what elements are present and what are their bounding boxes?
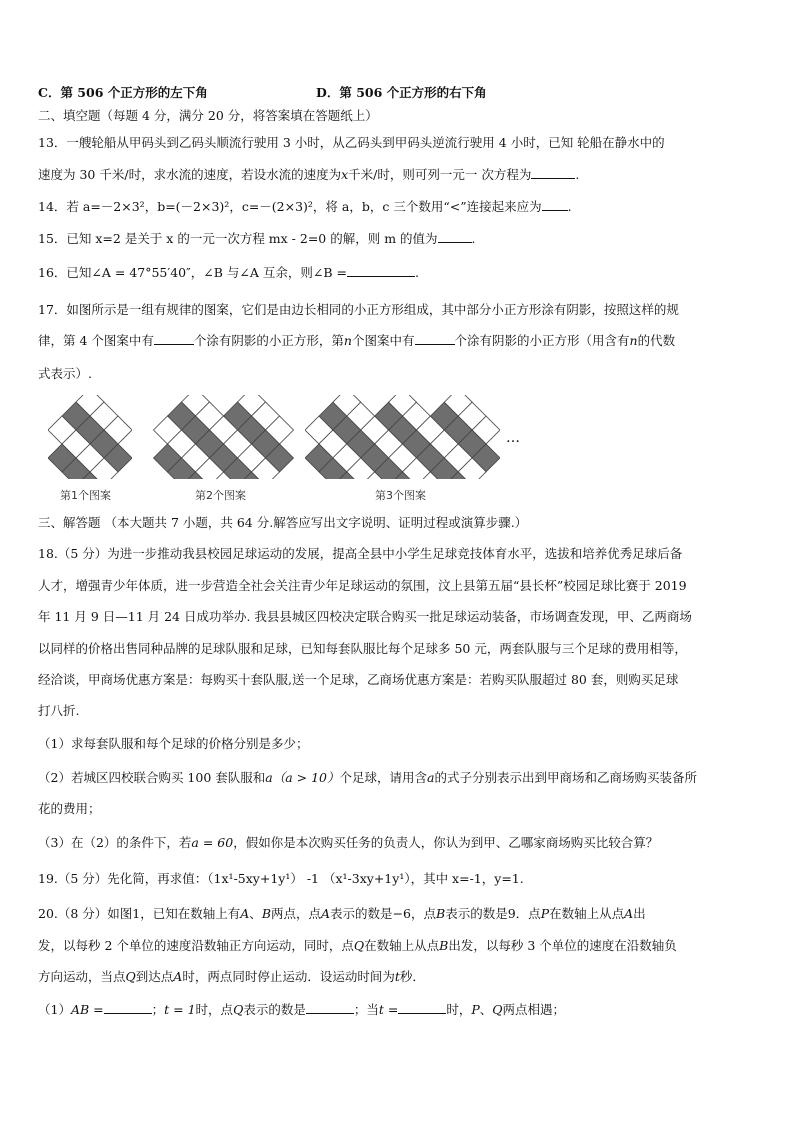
q20-t13: 到达点 (135, 969, 174, 984)
q20-t6: ．点 (515, 906, 541, 921)
q20-blank-ab (104, 1002, 152, 1014)
option-c: C．第 506 个正方形的左下角 (38, 85, 208, 100)
q18-p2-text-c: 的式子分别表示出到甲商场和乙商场购买装备所 (434, 770, 697, 785)
caption-3: 第3个图案 (375, 489, 426, 502)
q20-t8: 出 (633, 906, 646, 921)
q20-t-eq: t = (378, 1002, 399, 1017)
q18-p2-math: a（a > 10） (265, 770, 340, 785)
q20-B: B (261, 906, 271, 921)
option-d: D．第 506 个正方形的右下角 (316, 85, 487, 100)
q16-line (38, 265, 758, 281)
q13-var: x (341, 167, 349, 182)
q20-p1-label: （1） (38, 1002, 71, 1017)
q20-sep: 、 (249, 906, 262, 921)
q16-answer-blank (347, 265, 415, 277)
q20-p1-c: 时，点 (195, 1002, 234, 1017)
q17-var-n2: n (629, 333, 638, 348)
q20-p1-f: 时， (446, 1002, 472, 1017)
q20-line2 (38, 938, 758, 954)
q20-t1: 20.（8 分）如图1，已知在数轴上有 (38, 906, 241, 921)
q17-text-a: 律，第 4 个图案中有 (38, 333, 154, 348)
q13-line1: 13．一艘轮船从甲码头到乙码头顺流行驶用 3 小时，从乙码头到甲码头逆流行驶用 4 小时，已知 轮船在静水中的 (38, 135, 665, 150)
q18-p2-var: a (427, 770, 435, 785)
q20-sep2: 、 (479, 1002, 493, 1017)
q20-t10: 在数轴上从点 (364, 938, 440, 953)
q20-t3: 表示的数是 (330, 906, 393, 921)
q15-answer-blank (438, 231, 472, 243)
q17-blank-1 (154, 333, 194, 345)
q20-P2: P (471, 1002, 480, 1017)
q16-end: . (415, 265, 419, 280)
q15-text: 15．已知 x=2 是关于 x 的一元一次方程 mx - 2=0 的解，则 m 的值为 (38, 231, 438, 246)
q18-part2 (38, 770, 758, 786)
q20-part1 (38, 1002, 758, 1018)
q20-t14: 时，两点同时停止运动．设运动时间为 (182, 969, 395, 984)
q18-line5: 经洽谈，甲商场优惠方案是：每购买十套队服,送一个足球，乙商场优惠方案是：若购买队服超过 80 套，则购买足球 (38, 672, 679, 687)
q20-B2: B (436, 906, 446, 921)
q20-P: P (540, 906, 550, 921)
q20-Q: Q (353, 938, 365, 953)
q20-line3 (38, 969, 758, 985)
q20-A3: A (624, 906, 634, 921)
q18-p2-text-a: （2）若城区四校联合购买 100 套队服和 (38, 770, 266, 785)
q20-p1-sep: ； (151, 1002, 165, 1017)
q20-p1-e: ；当 (353, 1002, 379, 1017)
q20-blank-t (398, 1002, 446, 1014)
q20-nine: 9 (507, 906, 516, 921)
q13-text-b: 千米/时，则可列一元一 次方程为 (348, 167, 532, 182)
q20-t-var: t (394, 969, 400, 984)
q20-A: A (240, 906, 250, 921)
q20-p1-d: 表示的数是 (243, 1002, 306, 1017)
q20-B3: B (439, 938, 449, 953)
q18-line2: 人才，增强青少年体质，进一步营造全社会关注青少年足球运动的氛围，汶上县第五届“县长杯”校园足球比赛于 2019 (38, 578, 687, 593)
q18-part1: （1）求每套队服和每个足球的价格分别是多少； (38, 736, 309, 751)
q17-line2 (38, 333, 758, 349)
q20-t7: 在数轴上从点 (549, 906, 625, 921)
q14-text: 14．若 a=－2×3²，b=(－2×3)²，c=－(2×3)²，将 a，b，c 三个数用“<”连接起来应为 (38, 199, 542, 214)
q20-p1-g: 两点相遇； (502, 1002, 566, 1017)
q18-line4: 以同样的价格出售同种品牌的足球队服和足球，已知每套队服比每个足球多 50 元，两套队服与三个足球的费用相等， (38, 641, 687, 656)
q13-line2 (38, 167, 758, 183)
pattern-figure-2 (152, 395, 295, 479)
q20-t15: 秒． (399, 969, 425, 984)
q17-blank-2 (415, 333, 455, 345)
q18-line6: 打八折. (38, 703, 80, 718)
q18-part3 (38, 835, 758, 851)
q20-t11: 出发，以每秒 3 个单位的速度在沿数轴负 (448, 938, 677, 953)
q18-part2-cont: 花的费用； (38, 801, 101, 816)
q17-text-e: 的代数 (637, 333, 676, 348)
q20-t1-eq: t = 1 (164, 1002, 196, 1017)
q20-t4: ，点 (411, 906, 437, 921)
q15-end: . (471, 231, 476, 246)
q17-var-n: n (343, 333, 352, 348)
q20-t2: 两点，点 (271, 906, 322, 921)
q20-line1 (38, 906, 758, 922)
section3-header: 三、解答题 （本大题共 7 小题，共 64 分.解答应写出文字说明、证明过程或演算步骤.） (38, 515, 528, 530)
caption-1: 第1个图案 (60, 489, 111, 502)
q20-neg6: −6 (392, 906, 411, 921)
q18-line3: 年 11 月 9 日—11 月 24 日成功举办. 我县县城区四校决定联合购买一批足球运动装备，市场调查发现，甲、乙两商场 (38, 609, 692, 624)
q20-Q2: Q (125, 969, 136, 984)
q14-line (38, 199, 758, 215)
q13-text-a: 速度为 30 千米/时，求水流的速度，若设水流的速度为 (38, 167, 342, 182)
pattern-2-svg (152, 395, 295, 479)
q18-p2-text-b: 个足球，请用含 (339, 770, 428, 785)
q16-text: 16．已知∠A = 47°55′40″，∠B 与∠A 互余，则∠B = (38, 265, 348, 280)
q14-answer-blank (542, 199, 568, 211)
q20-blank-q (306, 1002, 354, 1014)
q20-A2: A (321, 906, 331, 921)
q20-A4: A (173, 969, 183, 984)
q15-line (38, 231, 758, 247)
q18-line1: 18.（5 分）为进一步推动我县校园足球运动的发展，提高全县中小学生足球竞技体育水平，选拔和培养优秀足球后备 (38, 546, 683, 561)
q20-AB: AB = (70, 1002, 104, 1017)
q20-t12: 方向运动，当点 (38, 969, 126, 984)
q20-Q4: Q (492, 1002, 503, 1017)
q17-text-b: 个涂有阴影的小正方形，第 (193, 333, 344, 348)
pattern-ellipsis: … (506, 430, 520, 446)
q13-answer-blank (531, 167, 575, 179)
pattern-3-svg (305, 395, 500, 479)
caption-2: 第2个图案 (195, 489, 246, 502)
pattern-figure-1 (48, 395, 132, 479)
q20-t5: 表示的数是 (445, 906, 508, 921)
q17-text-d: 个涂有阴影的小正方形（用含有 (454, 333, 630, 348)
q20-Q3: Q (233, 1002, 244, 1017)
q18-p3-text-b: ，假如你是本次购买任务的负责人，你认为到甲、乙哪家商场购买比较合算？ (233, 835, 659, 850)
q17-text-c: 个图案中有 (351, 333, 415, 348)
q19-line: 19.（5 分）先化简，再求值：（1x¹-5xy+1y¹） -1 （x¹-3xy+1y¹），其中 x=-1，y=1. (38, 871, 524, 886)
q20-t9: 发，以每秒 2 个单位的速度沿数轴正方向运动，同时，点 (38, 938, 354, 953)
q14-end: . (567, 199, 572, 214)
q13-end: . (575, 167, 580, 182)
section2-header: 二、填空题（每题 4 分，满分 20 分，将答案填在答题纸上） (38, 108, 378, 123)
q18-p3-text-a: （3）在（2）的条件下，若 (38, 835, 192, 850)
q18-p3-math: a = 60 (191, 835, 234, 850)
q17-line3: 式表示）. (38, 366, 92, 381)
pattern-1-svg (48, 395, 132, 479)
pattern-figure-3 (305, 395, 500, 479)
q17-line1: 17．如图所示是一组有规律的图案，它们是由边长相同的小正方形组成，其中部分小正方形涂有阴影，按照这样的规 (38, 302, 679, 317)
